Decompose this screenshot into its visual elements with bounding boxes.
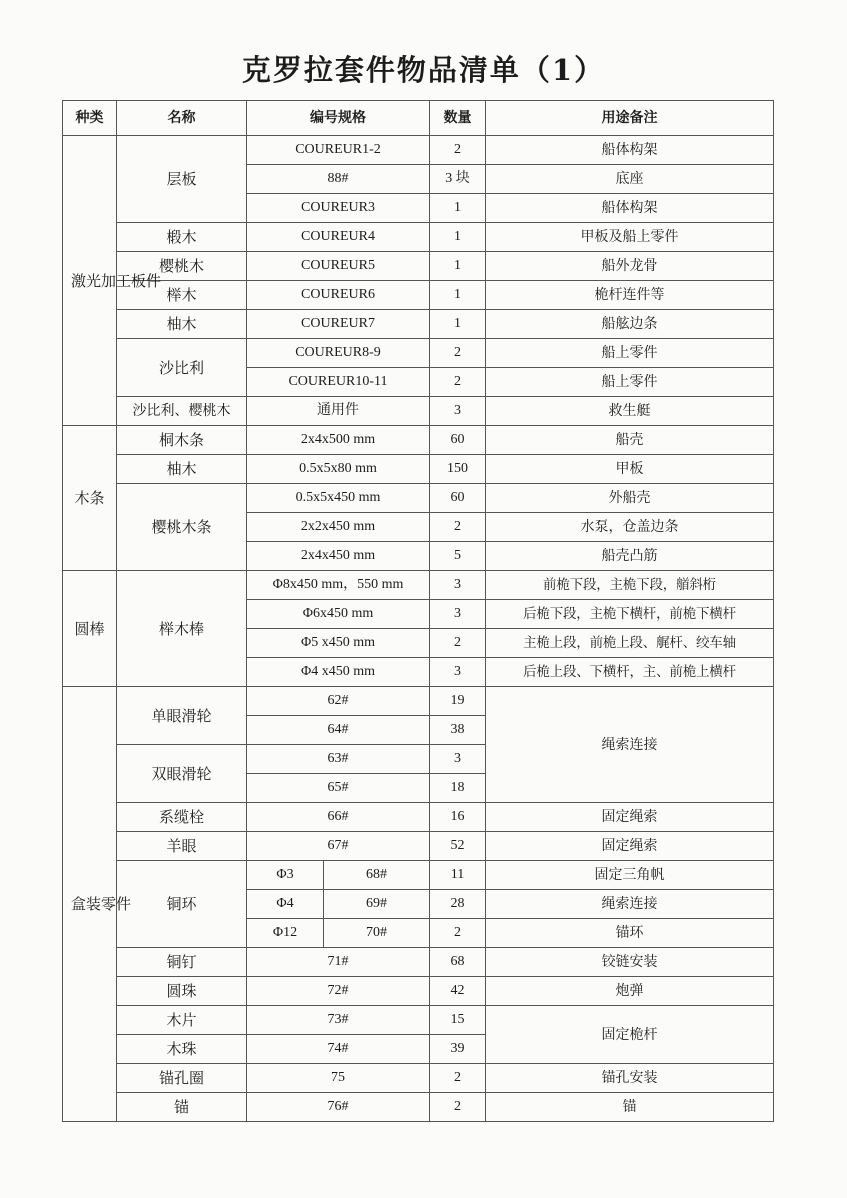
item-spec: 0.5x5x80 mm (247, 455, 430, 484)
table-row (63, 397, 774, 426)
item-name: 锚 (117, 1093, 247, 1122)
item-qty: 2 (430, 368, 486, 397)
item-qty: 1 (430, 194, 486, 223)
item-use: 甲板及船上零件 (486, 223, 774, 252)
category-box: 盒装零件 (63, 687, 117, 1122)
item-qty: 1 (430, 310, 486, 339)
item-use: 底座 (486, 165, 774, 194)
item-qty: 2 (430, 629, 486, 658)
item-name: 羊眼 (117, 832, 247, 861)
item-qty: 18 (430, 774, 486, 803)
item-name: 椴木 (117, 223, 247, 252)
table-row (63, 571, 774, 600)
item-use: 锚环 (486, 919, 774, 948)
item-qty: 3 (430, 600, 486, 629)
item-spec: 2x2x450 mm (247, 513, 430, 542)
item-name: 层板 (117, 136, 247, 223)
category-laser: 激光加工板件 (63, 136, 117, 426)
item-name: 圆珠 (117, 977, 247, 1006)
item-use: 船壳凸筋 (486, 542, 774, 571)
header-qty: 数量 (430, 101, 486, 136)
item-spec: COUREUR1-2 (247, 136, 430, 165)
table-row (63, 1064, 774, 1093)
item-size: Φ4 (247, 890, 324, 919)
item-use: 主桅上段，前桅上段、艉杆、绞车轴 (486, 629, 774, 658)
item-use: 船外龙骨 (486, 252, 774, 281)
item-spec: 62# (247, 687, 430, 716)
item-spec: COUREUR4 (247, 223, 430, 252)
item-use: 甲板 (486, 455, 774, 484)
item-qty: 68 (430, 948, 486, 977)
item-use: 炮弹 (486, 977, 774, 1006)
item-qty: 3 (430, 658, 486, 687)
item-qty: 2 (430, 136, 486, 165)
item-qty: 2 (430, 1093, 486, 1122)
item-qty: 39 (430, 1035, 486, 1064)
table-row (63, 455, 774, 484)
item-use: 后桅下段，主桅下横杆，前桅下横杆 (486, 600, 774, 629)
item-spec: 65# (247, 774, 430, 803)
item-spec: Φ6x450 mm (247, 600, 430, 629)
item-use: 船上零件 (486, 339, 774, 368)
table-row (63, 136, 774, 165)
item-spec: COUREUR8-9 (247, 339, 430, 368)
item-spec: 63# (247, 745, 430, 774)
item-use: 船体构架 (486, 194, 774, 223)
item-use: 锚 (486, 1093, 774, 1122)
item-spec: 64# (247, 716, 430, 745)
item-spec: Φ8x450 mm，550 mm (247, 571, 430, 600)
item-spec: 69# (324, 890, 430, 919)
item-name: 铜环 (117, 861, 247, 948)
item-size: Φ12 (247, 919, 324, 948)
item-spec: 通用件 (247, 397, 430, 426)
item-qty: 1 (430, 252, 486, 281)
table-row (63, 803, 774, 832)
item-use: 后桅上段、下横杆，主、前桅上横杆 (486, 658, 774, 687)
item-use: 桅杆连件等 (486, 281, 774, 310)
item-name: 木珠 (117, 1035, 247, 1064)
item-spec: 73# (247, 1006, 430, 1035)
item-qty: 52 (430, 832, 486, 861)
table-row (63, 687, 774, 716)
item-name: 双眼滑轮 (117, 745, 247, 803)
table-row (63, 252, 774, 281)
item-qty: 2 (430, 1064, 486, 1093)
item-spec: 71# (247, 948, 430, 977)
item-use: 船上零件 (486, 368, 774, 397)
item-spec: COUREUR5 (247, 252, 430, 281)
category-rod: 圆棒 (63, 571, 117, 687)
table-row (63, 223, 774, 252)
table-row (63, 310, 774, 339)
item-spec: 74# (247, 1035, 430, 1064)
page-title: 克罗拉套件物品清单（1） (241, 53, 606, 87)
item-qty: 60 (430, 426, 486, 455)
item-use: 固定绳索 (486, 803, 774, 832)
table-row (63, 861, 774, 890)
item-use: 铰链安装 (486, 948, 774, 977)
item-spec: 66# (247, 803, 430, 832)
item-use: 船壳 (486, 426, 774, 455)
item-spec: COUREUR3 (247, 194, 430, 223)
item-qty: 5 (430, 542, 486, 571)
item-spec: COUREUR6 (247, 281, 430, 310)
item-use: 锚孔安装 (486, 1064, 774, 1093)
item-name: 锚孔圈 (117, 1064, 247, 1093)
item-qty: 16 (430, 803, 486, 832)
item-qty: 3 (430, 745, 486, 774)
item-name: 柚木 (117, 455, 247, 484)
header-category: 种类 (63, 101, 117, 136)
item-name: 系缆栓 (117, 803, 247, 832)
table-row (63, 832, 774, 861)
item-qty: 11 (430, 861, 486, 890)
item-spec: COUREUR7 (247, 310, 430, 339)
item-use: 固定桅杆 (486, 1006, 774, 1064)
item-spec: Φ5 x450 mm (247, 629, 430, 658)
table-row (63, 484, 774, 513)
item-qty: 2 (430, 339, 486, 368)
table-row (63, 1006, 774, 1035)
item-use: 船舷边条 (486, 310, 774, 339)
item-name: 沙比利、樱桃木 (117, 397, 247, 426)
item-qty: 60 (430, 484, 486, 513)
item-use: 绳索连接 (486, 687, 774, 803)
item-qty: 2 (430, 919, 486, 948)
item-qty: 1 (430, 281, 486, 310)
item-spec: Φ4 x450 mm (247, 658, 430, 687)
item-qty: 28 (430, 890, 486, 919)
item-use: 外船壳 (486, 484, 774, 513)
item-qty: 3 (430, 397, 486, 426)
item-qty: 38 (430, 716, 486, 745)
header-name: 名称 (117, 101, 247, 136)
item-spec: 67# (247, 832, 430, 861)
item-name: 铜钉 (117, 948, 247, 977)
item-name: 桐木条 (117, 426, 247, 455)
item-name: 樱桃木条 (117, 484, 247, 571)
item-spec: 2x4x450 mm (247, 542, 430, 571)
item-use: 救生艇 (486, 397, 774, 426)
item-spec: 68# (324, 861, 430, 890)
item-name: 柚木 (117, 310, 247, 339)
table-row (63, 339, 774, 368)
item-use: 水泵，仓盖边条 (486, 513, 774, 542)
item-name: 榉木棒 (117, 571, 247, 687)
inventory-table (62, 100, 774, 1122)
item-spec: 88# (247, 165, 430, 194)
item-qty: 2 (430, 513, 486, 542)
header-use: 用途备注 (486, 101, 774, 136)
table-row (63, 426, 774, 455)
item-use: 固定绳索 (486, 832, 774, 861)
item-name: 木片 (117, 1006, 247, 1035)
item-spec: 70# (324, 919, 430, 948)
item-qty: 42 (430, 977, 486, 1006)
item-spec: 72# (247, 977, 430, 1006)
item-use: 前桅下段，主桅下段，艏斜桁 (486, 571, 774, 600)
item-spec: 75 (247, 1064, 430, 1093)
category-strip: 木条 (63, 426, 117, 571)
item-qty: 150 (430, 455, 486, 484)
table-row (63, 281, 774, 310)
item-qty: 3 (430, 571, 486, 600)
item-name: 樱桃木 (117, 252, 247, 281)
item-qty: 15 (430, 1006, 486, 1035)
item-spec: 76# (247, 1093, 430, 1122)
item-qty: 1 (430, 223, 486, 252)
header-spec: 编号规格 (247, 101, 430, 136)
item-name: 榉木 (117, 281, 247, 310)
table-row (63, 977, 774, 1006)
table-header-row (63, 101, 774, 136)
item-use: 绳索连接 (486, 890, 774, 919)
table-row (63, 1093, 774, 1122)
item-spec: 0.5x5x450 mm (247, 484, 430, 513)
item-use: 船体构架 (486, 136, 774, 165)
item-name: 沙比利 (117, 339, 247, 397)
item-use: 固定三角帆 (486, 861, 774, 890)
item-qty: 3 块 (430, 165, 486, 194)
item-name: 单眼滑轮 (117, 687, 247, 745)
item-spec: COUREUR10-11 (247, 368, 430, 397)
item-spec: 2x4x500 mm (247, 426, 430, 455)
table-row (63, 948, 774, 977)
item-size: Φ3 (247, 861, 324, 890)
item-qty: 19 (430, 687, 486, 716)
